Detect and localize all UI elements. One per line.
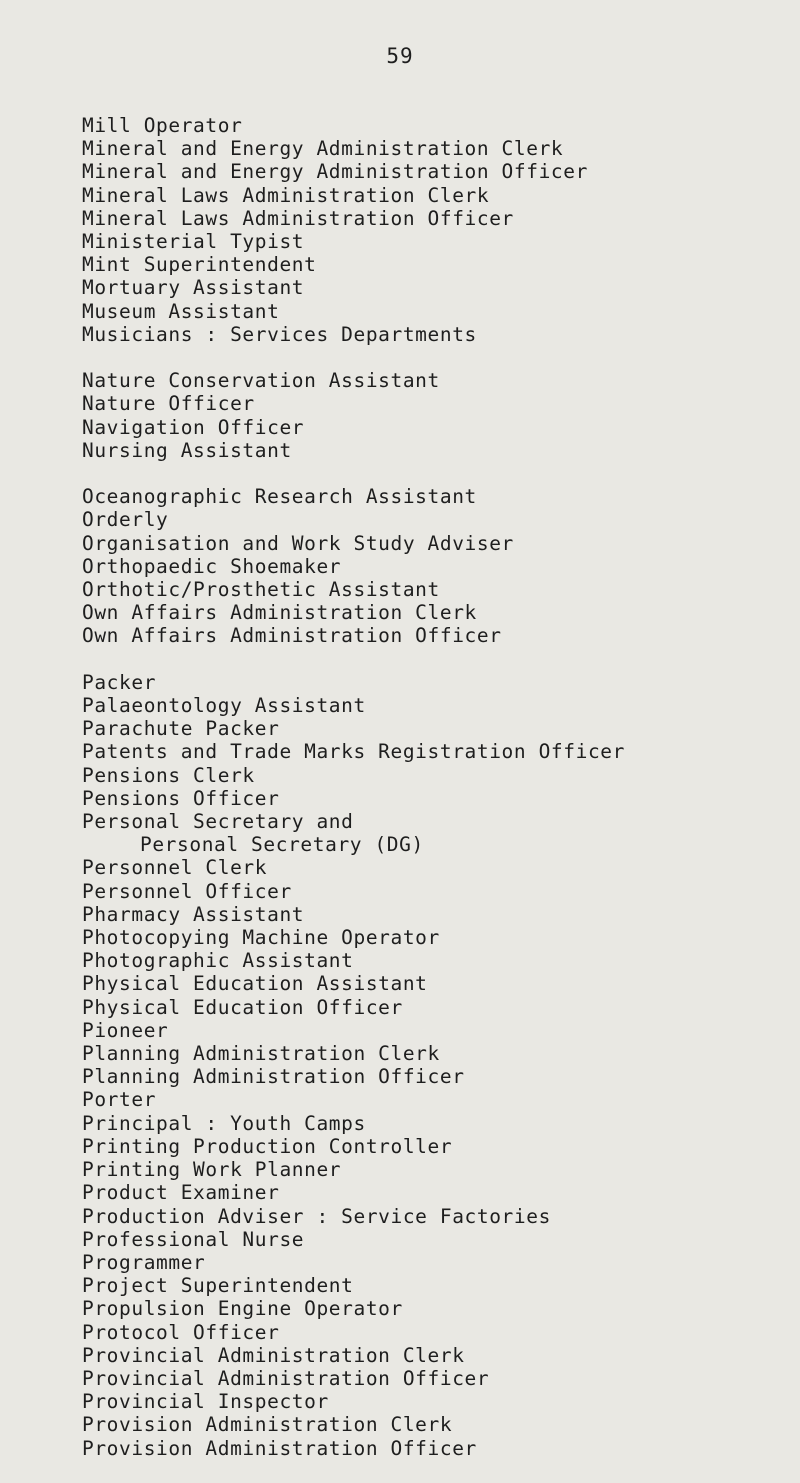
job-title-entry: Planning Administration Clerk [82,1042,440,1066]
job-title-entry: Provincial Administration Clerk [82,1343,465,1367]
job-title-entry: Photocopying Machine Operator [82,926,440,950]
job-title-entry: Orthopaedic Shoemaker [82,554,342,578]
job-title-list [82,114,792,1483]
page-number: 59 [386,44,414,68]
job-title-entry: Production Adviser : Service Factories [82,1204,551,1228]
job-title-entry: Personnel Officer [82,879,292,903]
job-title-entry: Principal : Youth Camps [82,1111,366,1135]
job-title-entry: Printing Work Planner [82,1158,342,1182]
job-title-entry: Packer [82,670,157,694]
job-title-entry: Patents and Trade Marks Registration Officer [82,740,625,764]
letter-section [82,485,792,647]
job-title-entry: Mineral Laws Administration Officer [82,206,514,230]
job-title-entry: Own Affairs Administration Officer [82,624,502,648]
job-title-entry: Nature Officer [82,392,255,416]
job-title-entry: Physical Education Assistant [82,972,428,996]
job-title-entry: Orthotic/Prosthetic Assistant [82,578,440,602]
job-title-entry: Photographic Assistant [82,949,354,973]
job-title-entry: Own Affairs Administration Clerk [82,601,477,625]
job-title-entry: Nursing Assistant [82,438,292,462]
job-title-entry: Parachute Packer [82,717,280,741]
job-title-entry: Mineral and Energy Administration Officer [82,160,588,184]
job-title-entry: Provision Administration Clerk [82,1413,453,1437]
job-title-entry: Mint Superintendent [82,253,317,277]
job-title-entry: Provision Administration Officer [82,1436,477,1460]
job-title-entry: Museum Assistant [82,299,280,323]
job-title-entry: Provincial Inspector [82,1390,329,1414]
job-title-entry: Navigation Officer [82,415,305,439]
job-title-entry: Provincial Administration Officer [82,1366,490,1390]
job-title-entry: Planning Administration Officer [82,1065,465,1089]
job-title-entry: Orderly [82,508,169,532]
job-title-entry: Propulsion Engine Operator [82,1297,403,1321]
job-title-entry: Pharmacy Assistant [82,902,305,926]
job-title-entry: Pensions Officer [82,786,280,810]
job-title-entry: Pensions Clerk [82,763,255,787]
job-title-entry: Product Examiner [82,1181,280,1205]
job-title-entry: Oceanographic Research Assistant [82,485,477,509]
job-title-entry: Personal Secretary and [82,810,354,834]
job-title-entry: Palaeontology Assistant [82,694,366,718]
job-title-entry: Programmer [82,1250,206,1274]
job-title-entry: Porter [82,1088,157,1112]
job-title-entry: Physical Education Officer [82,995,403,1019]
job-title-entry: Ministerial Typist [82,230,305,254]
job-title-entry: Mineral Laws Administration Clerk [82,183,490,207]
job-title-entry: Personnel Clerk [82,856,268,880]
job-title-entry: Mortuary Assistant [82,276,305,300]
job-title-entry: Musicians : Services Departments [82,322,477,346]
job-title-entry: Pioneer [82,1018,169,1042]
job-title-entry: Protocol Officer [82,1320,280,1344]
job-title-entry: Personal Secretary (DG) [140,833,424,857]
job-title-entry: Nature Conservation Assistant [82,369,440,393]
letter-section [82,369,792,462]
job-title-entry: Professional Nurse [82,1227,305,1251]
job-title-entry: Printing Production Controller [82,1134,453,1158]
job-title-entry: Mill Operator [82,114,243,137]
letter-section [82,671,792,1460]
letter-section [82,114,792,346]
job-title-entry: Organisation and Work Study Adviser [82,531,514,555]
job-title-entry: Mineral and Energy Administration Clerk [82,137,564,161]
job-title-entry: Project Superintendent [82,1274,354,1298]
